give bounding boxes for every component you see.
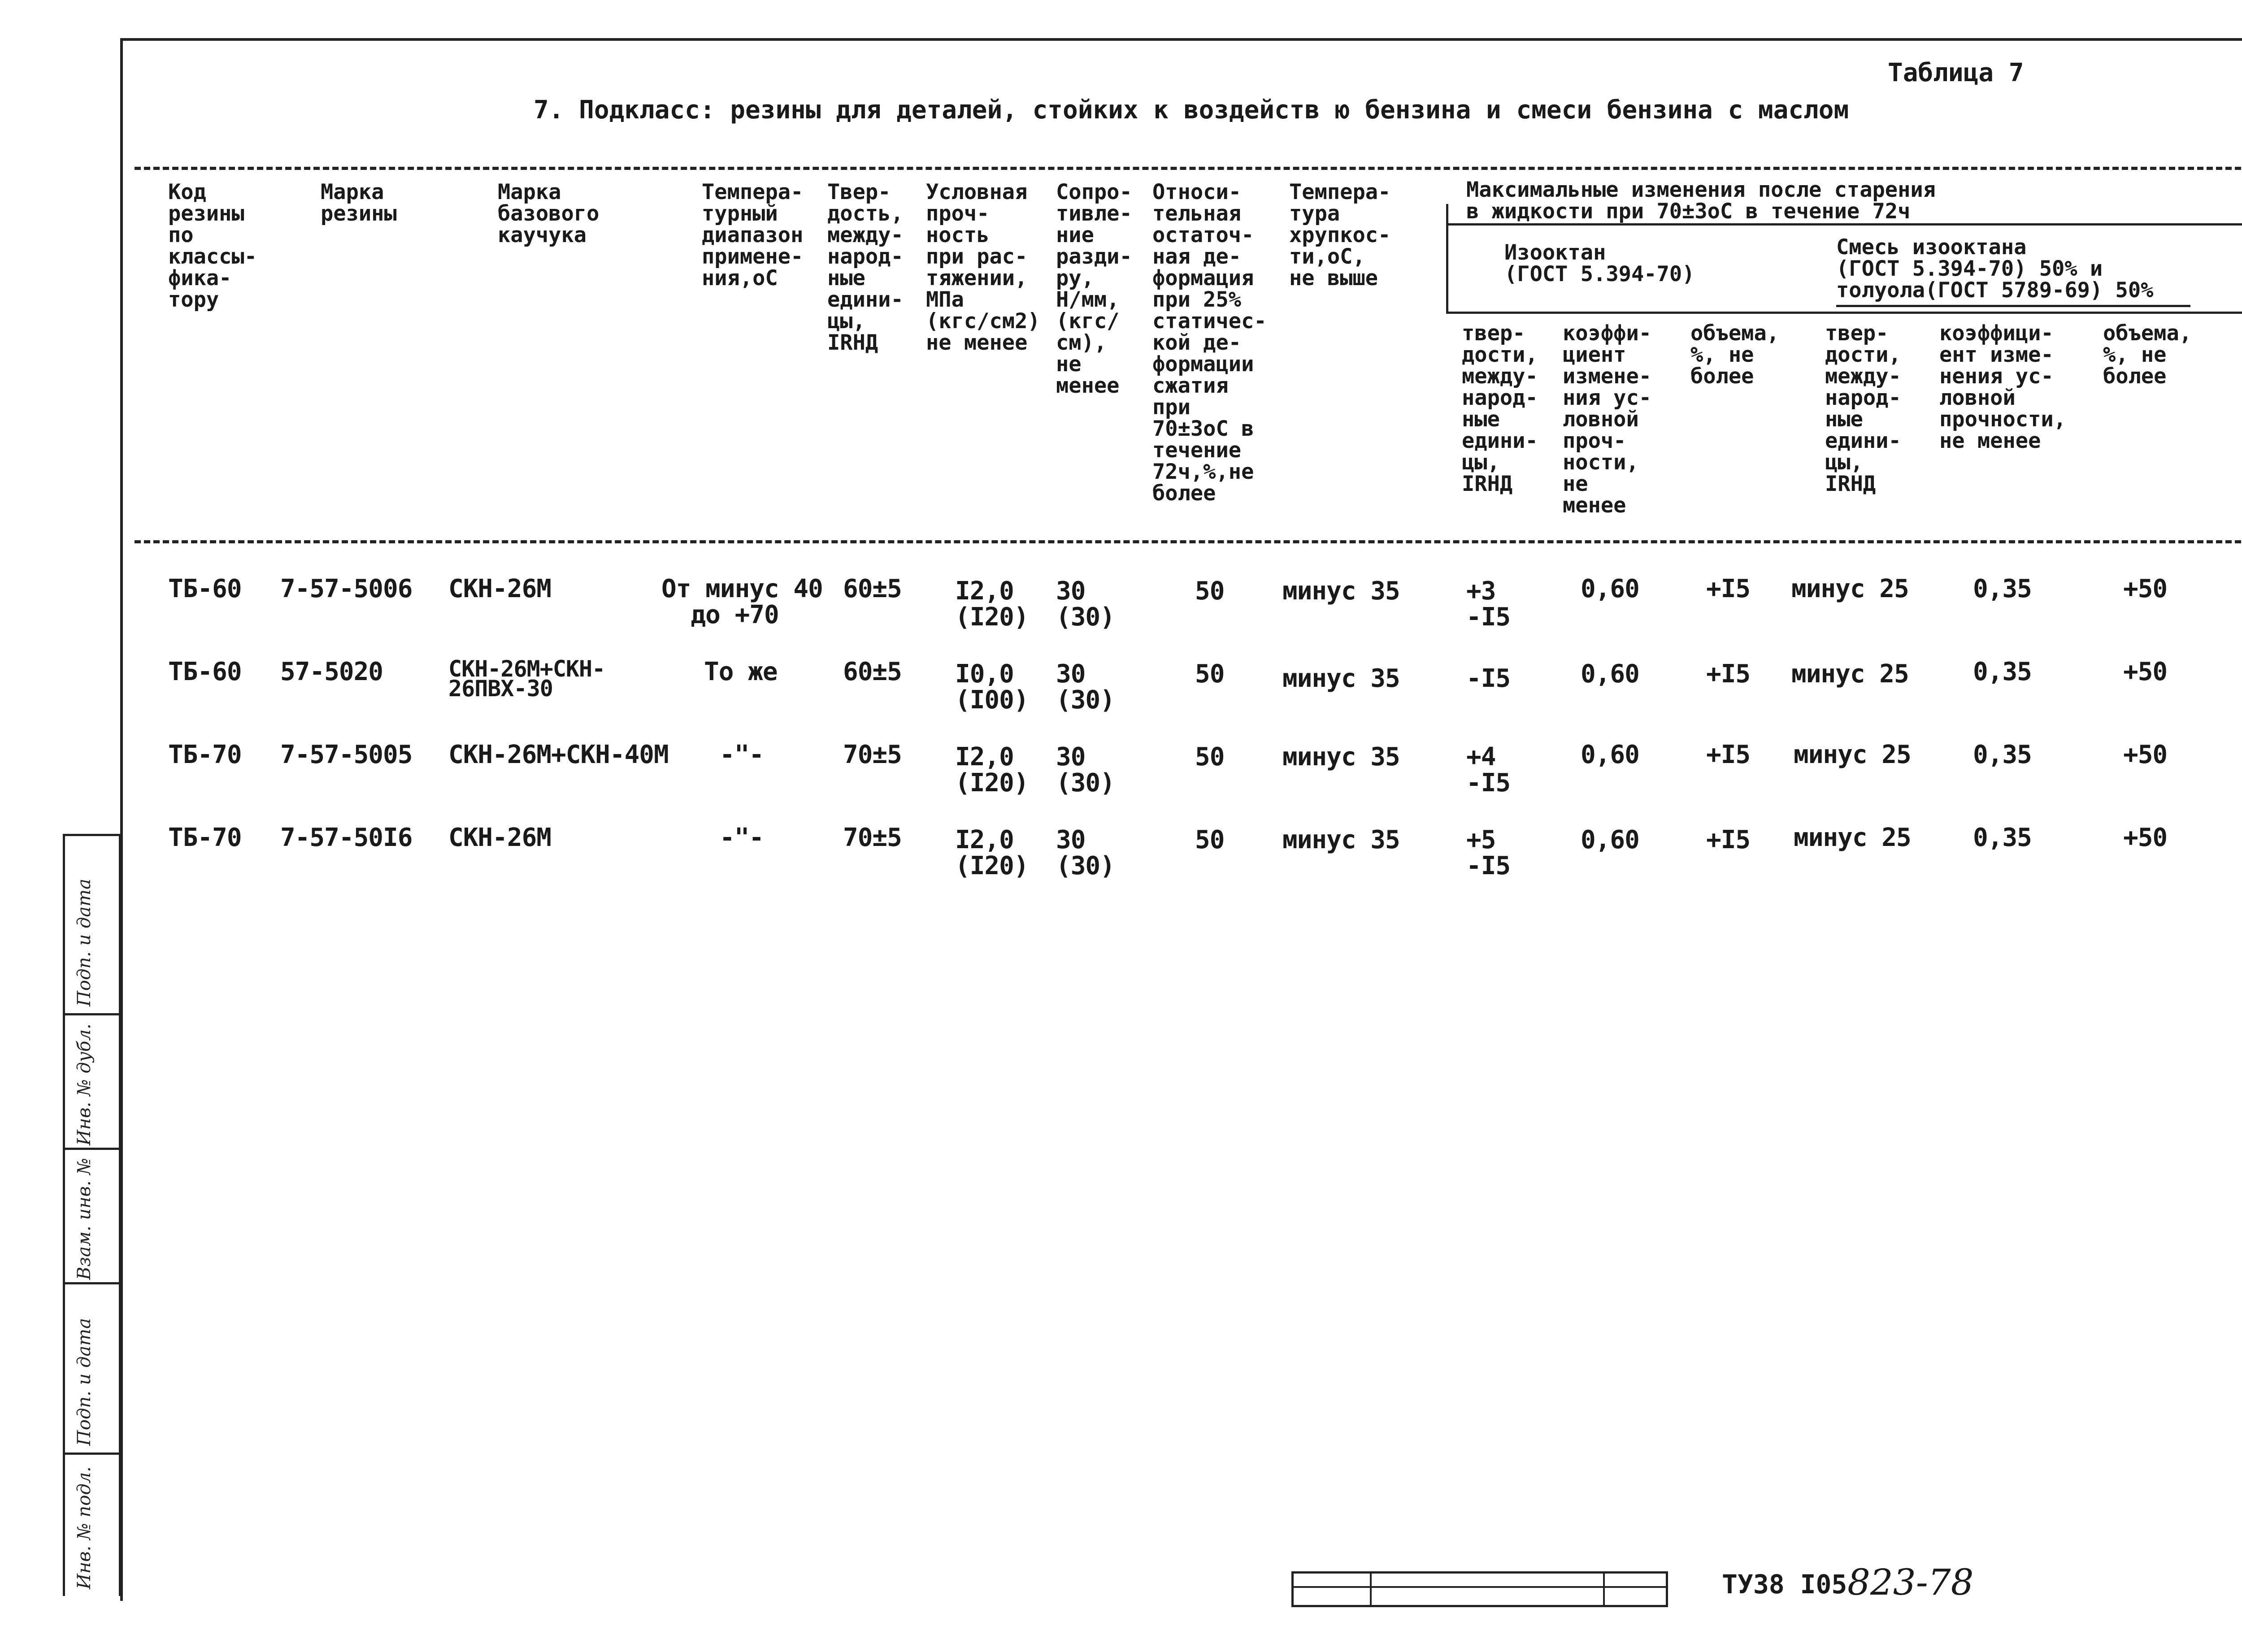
cell-code: ТБ-70 — [168, 823, 242, 852]
cell-grade: 7-57-5006 — [280, 574, 413, 603]
cell-mix-hardness: минус 25 — [1794, 740, 1911, 769]
cell-mix-coeff: 0,35 — [1973, 657, 2032, 686]
subheader-rule — [1446, 312, 2242, 314]
table-label: Таблица 7 — [1888, 58, 2024, 87]
cell-compression: 50 — [1195, 659, 1225, 689]
cell-rubber: СКН-26М+СКН- 26ПВХ-30 — [448, 656, 605, 702]
cell-iso-coeff: 0,60 — [1581, 740, 1639, 769]
binding-cell — [65, 834, 119, 1015]
cell-grade: 7-57-50I6 — [280, 823, 413, 852]
cell-iso-coeff: 0,60 — [1581, 825, 1639, 854]
binding-cell — [65, 1453, 119, 1598]
subheader-divider — [1446, 223, 1448, 313]
cell-temp: -"- — [720, 823, 764, 852]
cell-code: ТБ-70 — [168, 740, 242, 769]
header-iso-volume: объема, %, не более — [1690, 321, 1780, 389]
stamp-tick — [1603, 1574, 1605, 1605]
binding-cell — [65, 1148, 119, 1284]
cell-tear: 30 (30) — [1056, 742, 1115, 798]
cell-iso-volume: +I5 — [1706, 825, 1751, 854]
stamp-rule — [1294, 1586, 1666, 1588]
stamp-tick — [1370, 1574, 1372, 1605]
cell-brittle: минус 35 — [1282, 664, 1400, 693]
header-rubber: Марка базового каучука — [498, 180, 600, 247]
cell-mix-volume: +50 — [2123, 657, 2168, 686]
header-strength: Условная проч- ность при рас- тяжении, МПа (кгс/см2) не менее — [926, 180, 1040, 355]
table-row — [0, 742, 2242, 809]
cell-brittle: минус 35 — [1282, 825, 1400, 854]
header-top-rule — [135, 167, 2242, 170]
cell-mix-hardness: минус 25 — [1791, 574, 1909, 603]
header-mix-volume: объема, %, не более — [2103, 321, 2192, 389]
cell-compression: 50 — [1195, 825, 1225, 854]
title-block-stamp — [1291, 1571, 1668, 1607]
cell-iso-hardness: +3 -I5 — [1466, 577, 1511, 632]
cell-strength: I2,0 (I20) — [955, 577, 1029, 632]
binding-label: Инв. № подл. — [74, 1466, 95, 1589]
header-bottom-rule — [135, 540, 2242, 543]
aging-group-rule — [1446, 223, 2242, 225]
binding-cell — [65, 1282, 119, 1455]
header-isooctane: Изооктан (ГОСТ 5.394-70) — [1504, 240, 1695, 286]
cell-mix-volume: +50 — [2123, 574, 2168, 603]
cell-grade: 57-5020 — [280, 657, 383, 686]
cell-mix-hardness: минус 25 — [1791, 659, 1909, 689]
cell-rubber: СКН-26М+СКН-40М — [448, 740, 669, 769]
header-aging-group: Максимальные изменения после старения в жидкости при 70±3оС в течение 72ч — [1466, 178, 1936, 224]
header-hardness: Твер- дость, между- народ- ные едини- цы, IRНД — [827, 180, 904, 355]
table-row — [0, 825, 2242, 892]
table-title: 7. Подкласс: резины для деталей, стойких к воздейств ю бензина и смеси бензина с маслом — [534, 95, 1849, 125]
binding-label: Подп. и дата — [74, 1318, 95, 1446]
cell-strength: I2,0 (I20) — [955, 742, 1029, 798]
cell-temp: То же — [704, 657, 778, 686]
header-iso-hardness: твер- дости, между- народ- ные едини- цы, IRНД — [1462, 321, 1538, 496]
cell-iso-coeff: 0,60 — [1581, 659, 1639, 689]
table-row — [0, 656, 2242, 726]
cell-iso-hardness: +5 -I5 — [1466, 825, 1511, 880]
cell-mix-volume: +50 — [2123, 823, 2168, 852]
cell-tear: 30 (30) — [1056, 659, 1115, 715]
header-mix-hardness: твер- дости, между- народ- ные едини- цы, IRНД — [1825, 321, 1901, 496]
cell-iso-hardness: -I5 — [1466, 664, 1511, 693]
cell-iso-coeff: 0,60 — [1581, 574, 1639, 603]
header-temp-range: Темпера- турный диапазон примене- ния,оС — [702, 180, 804, 291]
cell-strength: I2,0 (I20) — [955, 825, 1029, 880]
cell-brittle: минус 35 — [1282, 577, 1400, 606]
cell-iso-hardness: +4 -I5 — [1466, 742, 1511, 798]
cell-mix-coeff: 0,35 — [1973, 574, 2032, 603]
cell-mix-volume: +50 — [2123, 740, 2168, 769]
cell-compression: 50 — [1195, 577, 1225, 606]
header-mix-coeff: коэффици- ент изме- нения ус- ловной прочности, не менее — [1939, 321, 2066, 453]
cell-hardness: 60±5 — [843, 574, 902, 603]
cell-hardness: 60±5 — [843, 657, 902, 686]
header-iso-coeff: коэффи- циент измене- ния ус- ловной проч- ности, не менее — [1563, 321, 1652, 518]
header-compression: Относи- тельная остаточ- ная де- формация при 25% статичес- кой де- формации сжатия при 70±3оС в течение 72ч,%,не более — [1152, 180, 1267, 506]
cell-mix-coeff: 0,35 — [1973, 740, 2032, 769]
cell-compression: 50 — [1195, 742, 1225, 772]
binding-label: Взам. инв. № — [74, 1158, 95, 1280]
cell-hardness: 70±5 — [843, 740, 902, 769]
cell-temp: От минус 40 до +70 — [661, 574, 823, 629]
mixture-rule — [1836, 305, 2190, 307]
binding-cell — [65, 1013, 119, 1150]
header-mixture: Смесь изооктана (ГОСТ 5.394-70) 50% и толуола(ГОСТ 5789-69) 50% — [1836, 235, 2154, 303]
cell-hardness: 70±5 — [843, 823, 902, 852]
cell-iso-volume: +I5 — [1706, 740, 1751, 769]
binding-label: Инв. № дубл. — [74, 1023, 95, 1145]
cell-code: ТБ-60 — [168, 657, 242, 686]
cell-temp: -"- — [720, 740, 764, 769]
cell-code: ТБ-60 — [168, 574, 242, 603]
cell-mix-hardness: минус 25 — [1794, 823, 1911, 852]
header-brittle: Темпера- тура хрупкос- ти,оС, не выше — [1289, 180, 1391, 291]
cell-rubber: СКН-26М — [448, 574, 552, 603]
cell-tear: 30 (30) — [1056, 577, 1115, 632]
cell-iso-volume: +I5 — [1706, 659, 1751, 689]
cell-mix-coeff: 0,35 — [1973, 823, 2032, 852]
cell-tear: 30 (30) — [1056, 825, 1115, 880]
cell-rubber: СКН-26М — [448, 823, 552, 852]
cell-strength: I0,0 (I00) — [955, 659, 1029, 715]
cell-grade: 7-57-5005 — [280, 740, 413, 769]
header-code: Код резины по классы- фика- тору — [168, 180, 257, 312]
doc-number: 823-78 — [1847, 1561, 1974, 1603]
aging-group-tick — [1446, 204, 1448, 224]
doc-code: ТУ38 I05 — [1722, 1569, 1847, 1600]
binding-strip — [63, 834, 121, 1596]
header-grade: Марка резины — [321, 180, 397, 226]
cell-brittle: минус 35 — [1282, 742, 1400, 772]
cell-iso-volume: +I5 — [1706, 574, 1751, 603]
header-tear: Сопро- тивле- ние разди- ру, Н/мм, (кгс/ см), не менее — [1056, 180, 1132, 398]
table-row — [0, 576, 2242, 643]
binding-label: Подп. и дата — [74, 879, 95, 1006]
